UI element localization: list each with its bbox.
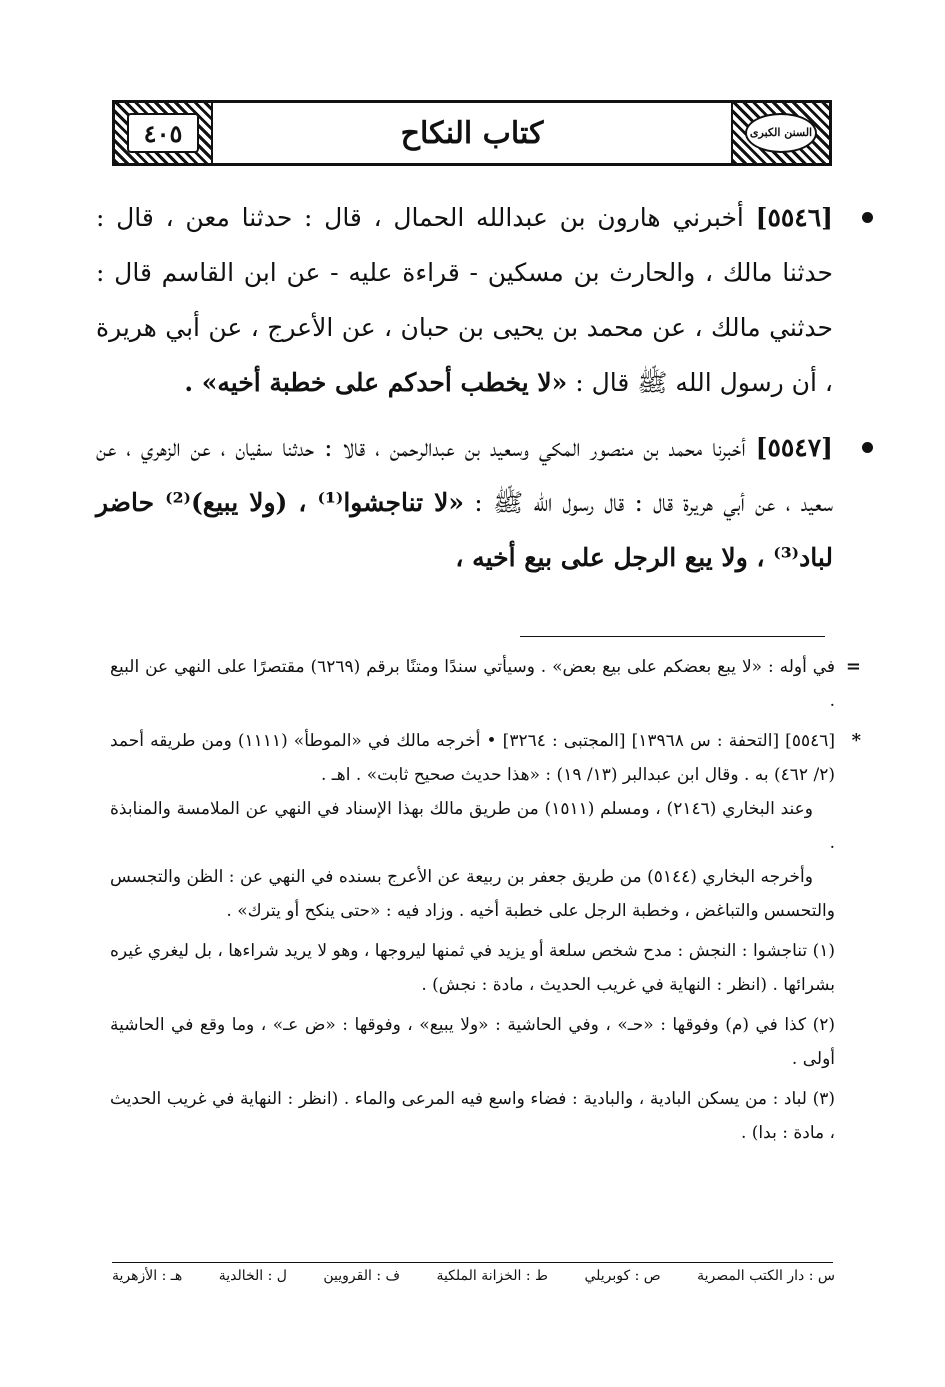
hadith-number: [٥٥٤٧]	[755, 433, 834, 462]
bullet-icon	[862, 442, 873, 453]
note-takhrij-5546	[110, 724, 861, 928]
legend-item: ص : كوبريلي	[584, 1268, 661, 1284]
legend-item: ط : الخزانة الملكية	[436, 1268, 549, 1284]
legend-item: ف : القرويين	[323, 1268, 401, 1284]
note-paragraph: وعند البخاري (٢١٤٦) ، ومسلم (١٥١١) من طريق مالك بهذا الإسناد في النهي عن الملامسة والمنابذة .	[110, 799, 835, 853]
note-paragraph: (٢) كذا في (م) وفوقها : «حـ» ، وفي الحاشية : «ولا يبيع» ، وفوقها : «ض عـ» ، وما وقع في الحاشية أولى .	[110, 1015, 835, 1069]
hadith-number: [٥٥٤٦]	[755, 203, 834, 232]
hadith-5546	[96, 190, 849, 410]
note-paragraph: في أوله : «لا يبع بعضكم على بيع بعض» . وسيأتي سندًا ومتنًا برقم (٦٢٦٩) مقتصرًا على النهي عن البيع .	[110, 657, 836, 711]
book-logo	[745, 113, 817, 153]
page-header	[112, 100, 832, 166]
hadith-isnad: أخبرني هارون بن عبدالله الحمال ، قال : حدثنا معن ، قال : حدثنا مالك ، والحارث بن مسكين - قراءة عليه - عن ابن القاسم قال : حدثني مالك ، عن محمد بن يحيى بن حبان ، عن الأعرج ، عن أبي هريرة ، أن رسول الله ﷺ قال :	[96, 203, 833, 397]
note-paragraph: (١) تناجشوا : النجش : مدح شخص سلعة أو يزيد في ثمنها ليروجها ، وهو لا يريد شراءها ، بل ليغري غيره بشرائها . (انظر : النهاية في غريب الحديث ، مادة : نجش) .	[110, 941, 835, 995]
footnotes	[110, 650, 861, 1156]
note-paragraph: وأخرجه البخاري (٥١٤٤) من طريق جعفر بن ربيعة عن الأعرج بسنده في النهي عن : الظن والتجسس والتحسس والتباغض ، وخطبة الرجل على خطبة أخيه . وزاد فيه : «حتى ينكح أو يترك» .	[110, 867, 835, 921]
bullet-icon	[862, 212, 873, 223]
legend-item: هـ : الأزهرية	[112, 1268, 183, 1284]
hadith-saying: «لا يخطب أحدكم على خطبة أخيه» .	[184, 368, 568, 397]
asterisk-mark: *	[851, 730, 861, 751]
main-text	[96, 190, 849, 595]
legend-item: س : دار الكتب المصرية	[697, 1268, 835, 1284]
book-logo-ornament	[733, 103, 829, 163]
footnote-separator	[520, 636, 825, 637]
header-title-frame	[211, 103, 733, 163]
footnote-2	[110, 1008, 835, 1076]
note-paragraph: [٥٥٤٦] [التحفة : س ١٣٩٦٨] [المجتبى : ٣٢٦٤] • أخرجه مالك في «الموطأ» (١١١١) ومن طريقه أحمد (٢/ ٤٦٢) به . وقال ابن عبدالبر (١٣/ ١٩) : «هذا حديث صحيح ثابت» . اهـ .	[110, 731, 835, 785]
footnote-3	[110, 1082, 835, 1150]
manuscript-legend	[112, 1268, 835, 1284]
hadith-isnad: أخبرنا محمد بن منصور المكي وسعيد بن عبدالرحمن ، قالا : حدثنا سفيان ، عن الزهري ، عن سعيد ، عن أبي هريرة قال : قال رسول الله ﷺ :	[96, 433, 833, 517]
legend-item: ل : الخالدية	[218, 1268, 287, 1284]
hadith-saying: «لا تناجشوا⁽¹⁾ ، (ولا يبيع)⁽²⁾ حاضر لباد⁽³⁾ ، ولا يبع الرجل على بيع أخيه ،	[96, 488, 833, 572]
continuation-mark: =	[845, 656, 861, 677]
chapter-title: كتاب النكاح	[400, 115, 544, 151]
hadith-5547	[96, 420, 849, 585]
note-continuation	[110, 650, 861, 718]
legend-separator	[112, 1262, 833, 1263]
note-paragraph: (٣) لباد : من يسكن البادية ، والبادية : فضاء واسع فيه المرعى والماء . (انظر : النهاية في غريب الحديث ، مادة : بدا) .	[110, 1089, 835, 1143]
page-number: ٤٠٥	[143, 118, 183, 148]
page-number-box	[127, 113, 199, 153]
book-logo-text: السنن الكبرى	[749, 126, 813, 139]
footnote-1	[110, 934, 835, 1002]
page-number-ornament	[115, 103, 211, 163]
